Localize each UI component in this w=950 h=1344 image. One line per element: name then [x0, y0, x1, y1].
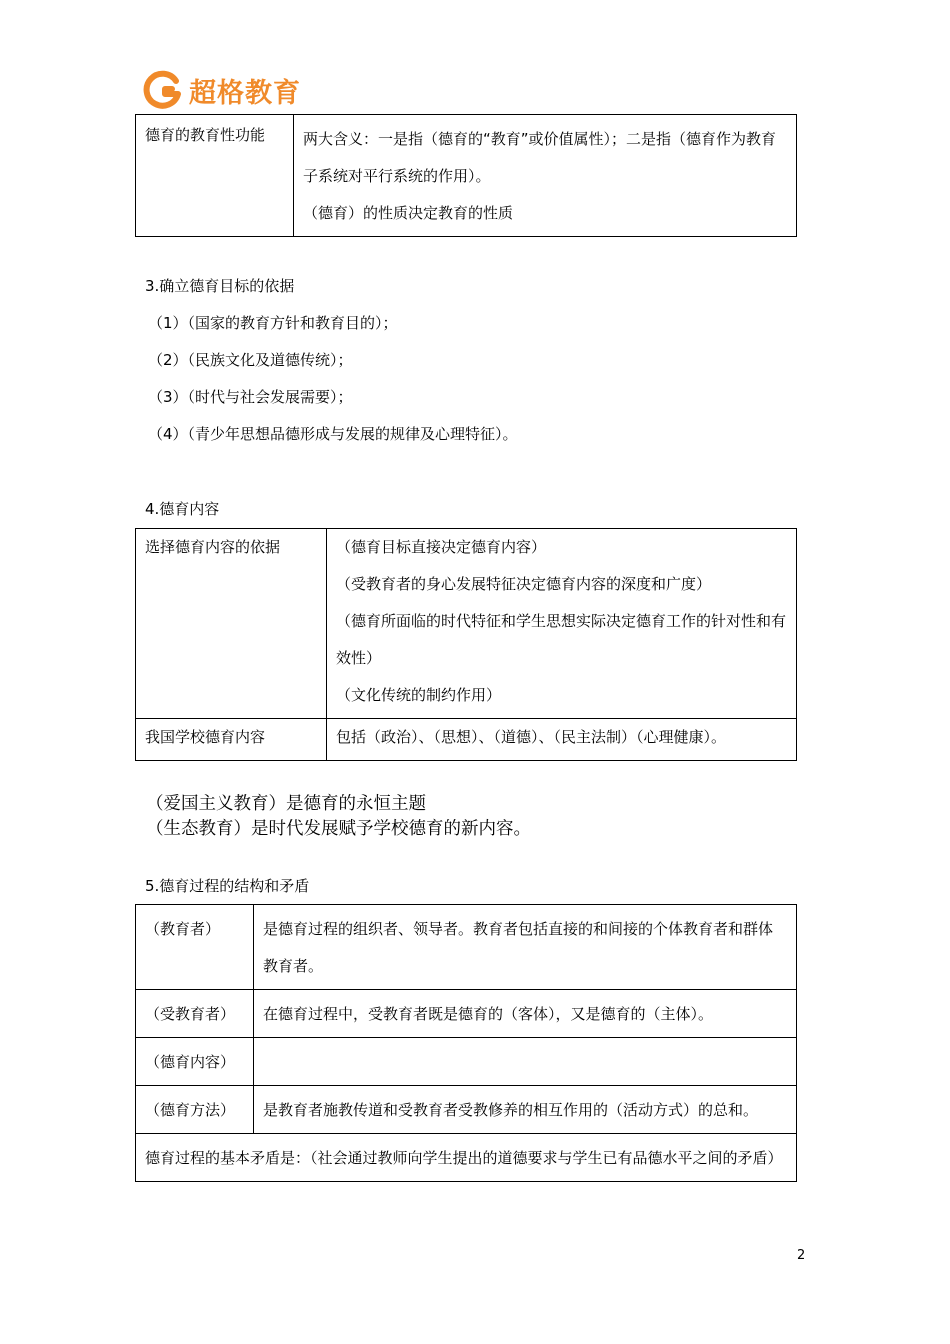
- content-line: （德育所面临的时代特征和学生思想实际决定德育工作的针对性和有效性）: [336, 612, 787, 667]
- page-number: 2: [797, 1248, 806, 1263]
- table-row: [136, 529, 797, 719]
- table-row: [136, 115, 797, 237]
- table-row: [136, 1038, 797, 1086]
- row-content: 在德育过程中，受教育者既是德育的（客体），又是德育的（主体）。: [254, 990, 797, 1038]
- section-5-heading: 5.德育过程的结构和矛盾: [145, 877, 310, 895]
- row-content: 是教育者施教传道和受教育者受教修养的相互作用的（活动方式）的总和。: [254, 1086, 797, 1134]
- basis-list: [148, 313, 518, 461]
- list-item: （4）（青少年思想品德形成与发展的规律及心理特征）。: [148, 425, 518, 443]
- row-label: 我国学校德育内容: [136, 719, 327, 761]
- row-content: [327, 719, 797, 761]
- row-label: （德育方法）: [136, 1086, 254, 1134]
- content-line: 包括（政治）、（思想）、（道德）、（民主法制）（心理健康）。: [336, 728, 727, 746]
- table-row: [136, 990, 797, 1038]
- content-line: （德育目标直接决定德育内容）: [336, 538, 547, 556]
- section-4-heading: 4.德育内容: [145, 500, 220, 518]
- content-line: （文化传统的制约作用）: [336, 686, 502, 704]
- content-line: （德育）的性质决定教育的性质: [303, 204, 514, 222]
- table-row: [136, 719, 797, 761]
- basic-contradiction: 德育过程的基本矛盾是：（社会通过教师向学生提出的道德要求与学生已有品德水平之间的矛盾）: [136, 1134, 797, 1182]
- table-row: [136, 1086, 797, 1134]
- row-content: 是德育过程的组织者、领导者。教育者包括直接的和间接的个体教育者和群体教育者。: [254, 905, 797, 990]
- row-label: （德育内容）: [136, 1038, 254, 1086]
- list-item: （1）（国家的教育方针和教育目的）；: [148, 314, 398, 332]
- brand-name: 超格教育: [189, 77, 301, 109]
- list-item: （2）（民族文化及道德传统）；: [148, 351, 353, 369]
- section-3-heading: 3.确立德育目标的依据: [145, 277, 295, 295]
- row-content: [327, 529, 797, 719]
- moral-process-table: [135, 904, 797, 1182]
- note-line: （生态教育）是时代发展赋予学校德育的新内容。: [146, 819, 531, 839]
- brand-g-icon: [143, 70, 183, 110]
- row-content: [254, 1038, 797, 1086]
- row-label: （教育者）: [136, 905, 254, 990]
- note-line: （爱国主义教育）是德育的永恒主题: [146, 794, 426, 814]
- list-item: （3）（时代与社会发展需要）；: [148, 388, 353, 406]
- row-label: （受教育者）: [136, 990, 254, 1038]
- row-label: 德育的教育性功能: [136, 115, 294, 237]
- row-content: [294, 115, 797, 237]
- table-row: [136, 905, 797, 990]
- row-label: 选择德育内容的依据: [136, 529, 327, 719]
- table-row: [136, 1134, 797, 1182]
- content-line: 两大含义：一是指（德育的“教育”或价值属性）；二是指（德育作为教育子系统对平行系统的作用）。: [303, 130, 777, 185]
- moral-education-function-table: [135, 114, 797, 237]
- content-line: （受教育者的身心发展特征决定德育内容的深度和广度）: [336, 575, 712, 593]
- brand-logo: [143, 70, 301, 110]
- moral-content-table: [135, 528, 797, 761]
